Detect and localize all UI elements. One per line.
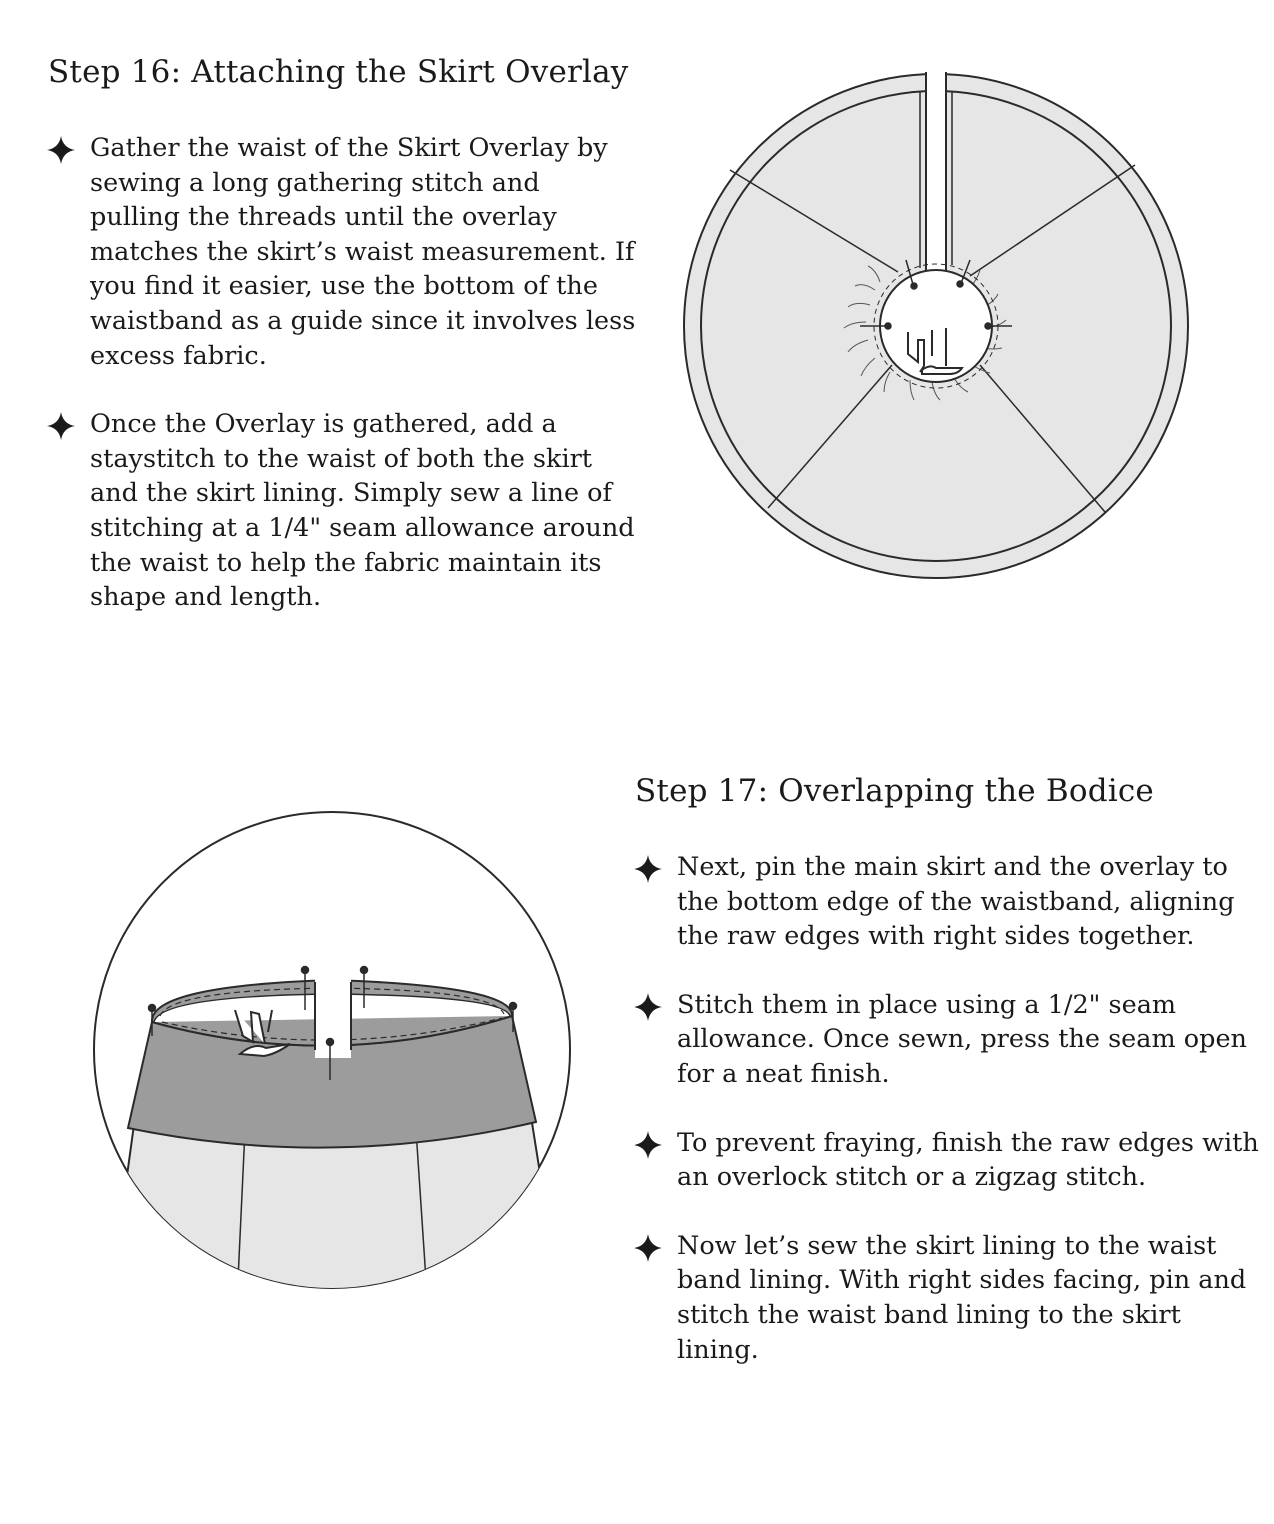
step-17-bullet-3: [633, 1126, 1263, 1195]
step-17-bullet-2: [633, 988, 1263, 1092]
four-point-star-icon: [633, 1233, 663, 1263]
step-17-bullet-4: [633, 1229, 1263, 1367]
waistband-pinning-illustration: [90, 810, 574, 1294]
step-17-bullet-4-text: Now let’s sew the skirt lining to the waist band lining. With right sides facing, pin and stitch the waist band lining to the skirt lining.: [677, 1230, 1247, 1365]
four-point-star-icon: [633, 992, 663, 1022]
step-16-instructions: [46, 131, 636, 615]
step-17-bullet-3-text: To prevent fraying, finish the raw edges with an overlock stitch or a zigzag stitch.: [677, 1127, 1259, 1193]
circle-skirt-gathering-illustration: [670, 60, 1200, 590]
waist-opening: [880, 270, 992, 382]
step-17-title: Step 17: Overlapping the Bodice: [635, 773, 1154, 809]
four-point-star-icon: [46, 135, 76, 165]
step-16-title: Step 16: Attaching the Skirt Overlay: [48, 54, 629, 90]
step-16-bullet-2-text: Once the Overlay is gathered, add a staystitch to the waist of both the skirt and the skirt lining. Simply sew a line of stitching at a 1/4" seam allowance around the waist to help the fabric maintain its shape and length.: [90, 409, 635, 613]
four-point-star-icon: [633, 1130, 663, 1160]
four-point-star-icon: [633, 854, 663, 884]
step-17-bullet-1-text: Next, pin the main skirt and the overlay to the bottom edge of the waistband, aligning the raw edges with right sides together.: [677, 852, 1235, 952]
step-16-bullet-1-text: Gather the waist of the Skirt Overlay by sewing a long gathering stitch and pulling the threads until the overlay matches the skirt’s waist measurement. If you find it easier, use the bottom of the waistband as a guide since it involves less excess fabric.: [90, 133, 636, 371]
step-16-bullet-1: [46, 131, 636, 373]
step-16-bullet-2: [46, 407, 636, 615]
step-17-bullet-2-text: Stitch them in place using a 1/2" seam allowance. Once sewn, press the seam open for a neat finish.: [677, 989, 1247, 1089]
four-point-star-icon: [46, 411, 76, 441]
step-17-bullet-1: [633, 850, 1263, 954]
step-17-instructions: [633, 850, 1263, 1367]
